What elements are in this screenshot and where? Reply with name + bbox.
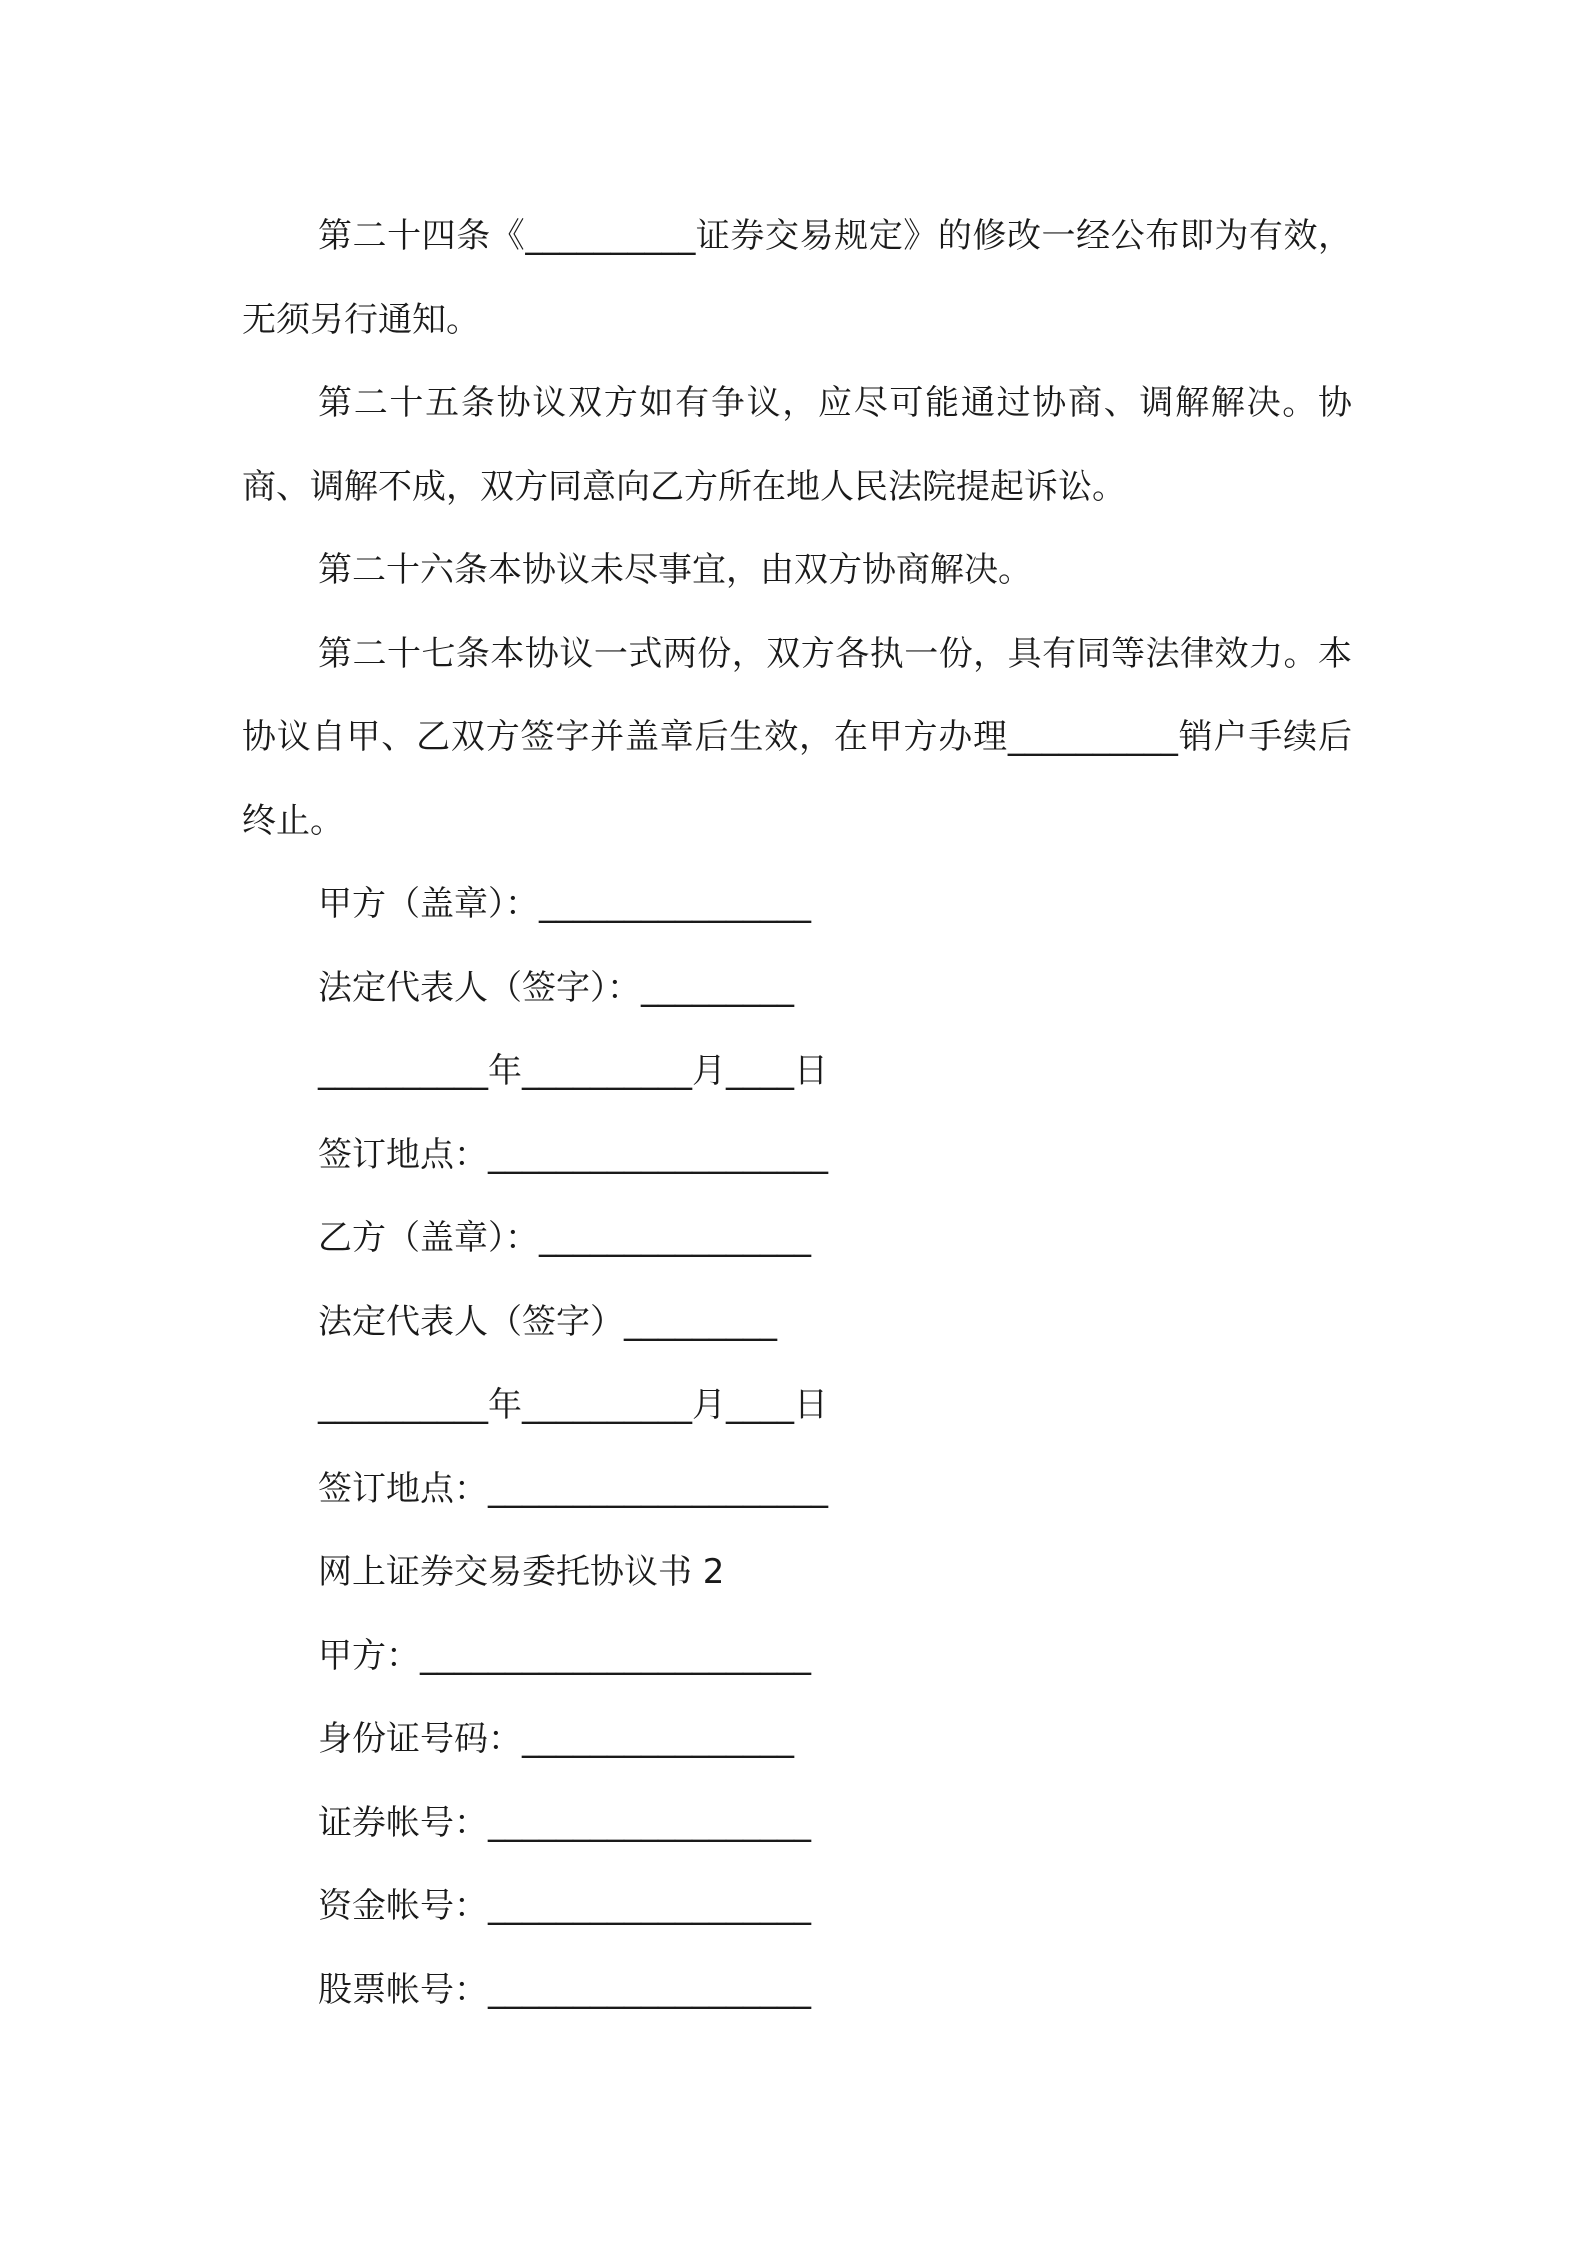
funds-account-line: 资金帐号：___________________ — [318, 1886, 811, 1926]
securities-account-line: 证券帐号：___________________ — [318, 1802, 811, 1843]
article-26: 第二十六条本协议未尽事宜，由双方协商解决。 — [318, 550, 1032, 590]
party-b-seal-line: 乙方（盖章）：________________ — [318, 1218, 811, 1258]
party-b-representative-line: 法定代表人（签字）_________ — [318, 1301, 777, 1342]
party-b-place-line: 签订地点：____________________ — [318, 1468, 828, 1509]
second-party-a-line: 甲方：_______________________ — [318, 1635, 811, 1676]
document-body — [242, 195, 1352, 2032]
party-a-representative-line: 法定代表人（签字）：_________ — [318, 967, 794, 1008]
stock-account-line: 股票帐号：___________________ — [318, 1969, 811, 2010]
article-24: 第二十四条《__________证券交易规定》的修改一经公布即为有效，无须另行通知。 — [242, 216, 1352, 340]
party-b-date-line: __________年__________月____日 — [318, 1385, 828, 1425]
id-number-line: 身份证号码：________________ — [318, 1719, 794, 1759]
party-a-seal-line: 甲方（盖章）：________________ — [318, 884, 811, 924]
second-agreement-title: 网上证券交易委托协议书 2 — [318, 1552, 725, 1592]
party-a-date-line: __________年__________月____日 — [318, 1051, 828, 1091]
party-a-place-line: 签订地点：____________________ — [318, 1134, 828, 1175]
article-25: 第二十五条协议双方如有争议，应尽可能通过协商、调解解决。协商、调解不成，双方同意向乙方所在地人民法院提起诉讼。 — [242, 383, 1352, 507]
article-27: 第二十七条本协议一式两份，双方各执一份，具有同等法律效力。本协议自甲、乙双方签字并盖章后生效，在甲方办理__________销户手续后终止。 — [242, 633, 1352, 841]
